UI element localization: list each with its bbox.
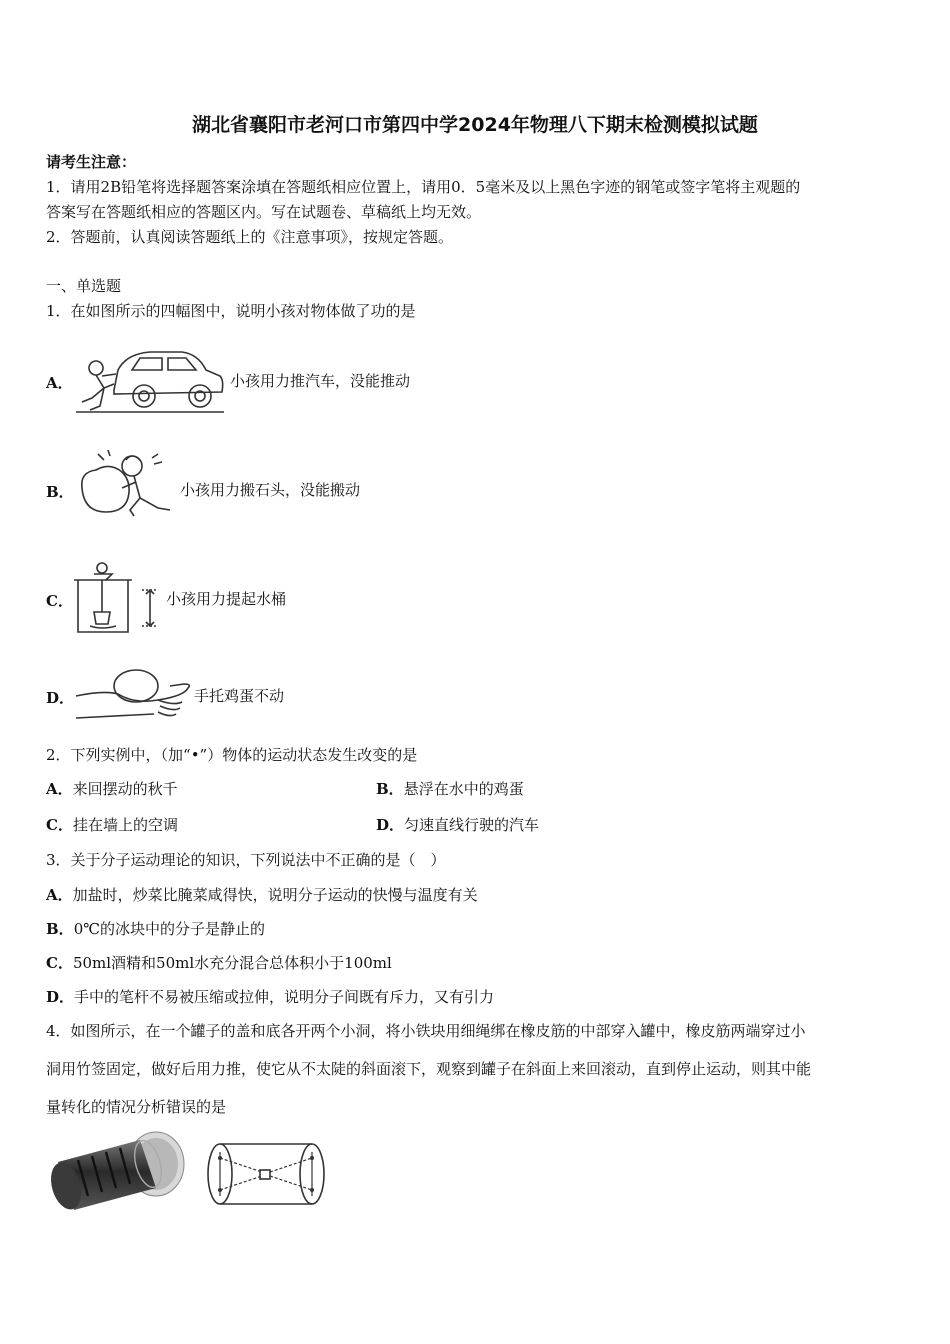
q4-stem-line-2: 洞用竹签固定，做好后用力推，使它从不太陡的斜面滚下，观察到罐子在斜面上来回滚动，直到停止运动，则其中能 xyxy=(46,1060,812,1078)
q2-option-a xyxy=(46,779,178,799)
q2-option-a-text: 来回摆动的秋千 xyxy=(72,780,178,798)
q1-option-c-letter: C． xyxy=(46,592,73,610)
q3-option-d xyxy=(46,987,494,1007)
q3-option-b xyxy=(46,919,265,939)
q1-option-d-text: 手托鸡蛋不动 xyxy=(194,687,285,705)
rolling-can-photo xyxy=(44,1128,186,1214)
q3-option-d-text: 手中的笔杆不易被压缩或拉伸，说明分子间既有斥力，又有引力 xyxy=(74,988,495,1006)
notice-item-1-line-1: 1．请用2B铅笔将选择题答案涂填在答题纸相应位置上，请用0．5毫米及以上黑色字迹的钢笔或签字笔将主观题的 xyxy=(46,178,801,196)
q3-option-c xyxy=(46,953,392,973)
q2-option-d-text: 匀速直线行驶的汽车 xyxy=(404,816,540,834)
q1-stem: 1．在如图所示的四幅图中，说明小孩对物体做了功的是 xyxy=(46,302,416,320)
q3-stem: 3．关于分子运动理论的知识，下列说法中不正确的是（ ） xyxy=(46,851,446,869)
q3-option-c-text: 50ml酒精和50ml水充分混合总体积小于100ml xyxy=(72,954,392,972)
section-heading: 一、单选题 xyxy=(46,277,122,295)
q3-option-d-letter: D． xyxy=(46,988,75,1006)
q1-option-b-text: 小孩用力搬石头，没能搬动 xyxy=(180,481,361,499)
can-structure-diagram xyxy=(204,1140,328,1208)
notice-heading: 请考生注意： xyxy=(46,153,137,171)
q3-option-a-text: 加盐时，炒菜比腌菜咸得快，说明分子运动的快慢与温度有关 xyxy=(72,886,478,904)
q2-option-c xyxy=(46,815,178,835)
q1-option-a-text: 小孩用力推汽车，没能推动 xyxy=(230,372,411,390)
q3-option-b-letter: B． xyxy=(46,920,74,938)
hand-holding-egg-illustration xyxy=(74,662,194,722)
q1-option-b-letter: B． xyxy=(46,483,74,501)
q3-option-c-letter: C． xyxy=(46,954,73,972)
q1-option-d-letter: D． xyxy=(46,689,75,707)
q2-option-d xyxy=(376,815,539,835)
child-lifting-stone-illustration xyxy=(74,448,176,520)
notice-item-1-line-2: 答案写在答题纸相应的答题区内。写在试题卷、草稿纸上均无效。 xyxy=(46,203,482,221)
child-lifting-bucket-illustration xyxy=(72,560,164,636)
q3-option-a-letter: A． xyxy=(46,886,73,904)
child-pushing-car-illustration xyxy=(74,340,226,418)
notice-item-2: 2．答题前，认真阅读答题纸上的《注意事项》，按规定答题。 xyxy=(46,228,454,246)
q1-option-a-letter: A． xyxy=(46,374,73,392)
page-title: 湖北省襄阳市老河口市第四中学2024年物理八下期末检测模拟试题 xyxy=(192,114,758,136)
q2-stem: 2．下列实例中，（加“•”）物体的运动状态发生改变的是 xyxy=(46,746,418,764)
q4-stem-line-3: 量转化的情况分析错误的是 xyxy=(46,1098,227,1116)
q3-option-a xyxy=(46,885,478,905)
q3-option-b-text: 0℃的冰块中的分子是静止的 xyxy=(73,920,266,938)
q2-option-d-letter: D． xyxy=(376,816,405,834)
q2-option-b-letter: B． xyxy=(376,780,404,798)
q4-stem-line-1: 4．如图所示，在一个罐子的盖和底各开两个小洞，将小铁块用细绳绑在橡皮筋的中部穿入罐中，橡皮筋两端穿过小 xyxy=(46,1022,806,1040)
q2-option-c-text: 挂在墙上的空调 xyxy=(72,816,178,834)
q1-option-c-text: 小孩用力提起水桶 xyxy=(166,590,287,608)
q2-option-b-text: 悬浮在水中的鸡蛋 xyxy=(403,780,524,798)
q2-option-c-letter: C． xyxy=(46,816,73,834)
q2-option-b xyxy=(376,779,524,799)
q2-option-a-letter: A． xyxy=(46,780,73,798)
